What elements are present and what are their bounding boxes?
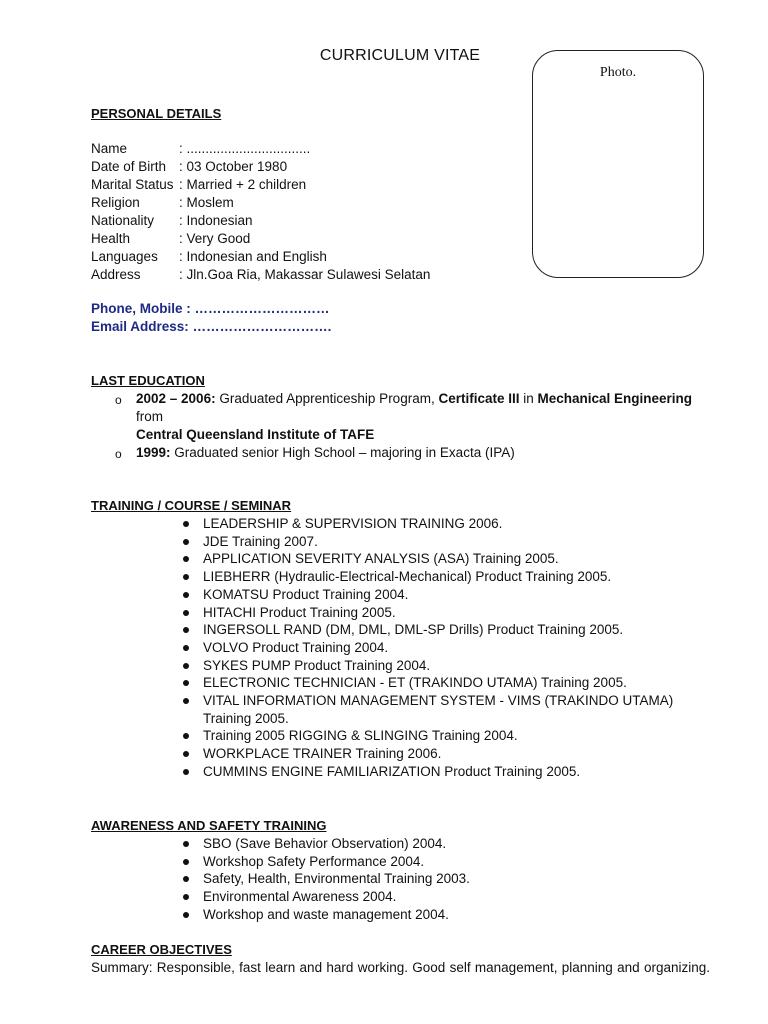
education-field: Mechanical Engineering (537, 391, 693, 406)
list-item: JDE Training 2007. (180, 533, 703, 551)
list-item: Workshop Safety Performance 2004. (180, 853, 703, 871)
list-item: WORKPLACE TRAINER Training 2006. (180, 745, 703, 763)
detail-row-address (91, 266, 430, 284)
detail-label: Name (91, 141, 128, 156)
detail-label: Marital Status (91, 177, 174, 192)
detail-value: : Moslem (179, 195, 234, 210)
education-description: Graduated senior High School – majoring in Exacta (IPA) (170, 445, 515, 460)
personal-details-heading: PERSONAL DETAILS (91, 106, 222, 121)
detail-row-name (91, 140, 310, 158)
detail-row-health (91, 230, 250, 248)
hollow-bullet-icon: o (115, 393, 122, 407)
detail-value: : Very Good (179, 231, 251, 246)
list-item: LEADERSHIP & SUPERVISION TRAINING 2006. (180, 515, 703, 533)
education-institution: Central Queensland Institute of TAFE (136, 427, 375, 442)
list-item: Environmental Awareness 2004. (180, 888, 703, 906)
education-description: Graduated Apprenticeship Program, (215, 391, 439, 406)
career-objectives-heading: CAREER OBJECTIVES (91, 942, 232, 957)
email-row (91, 319, 331, 334)
detail-value: : 03 October 1980 (179, 159, 288, 174)
phone-row (91, 301, 330, 316)
detail-row-languages (91, 248, 327, 266)
photo-placeholder (532, 50, 704, 278)
email-value: …………………………. (192, 319, 332, 334)
training-list (180, 515, 703, 781)
list-item: KOMATSU Product Training 2004. (180, 586, 703, 604)
email-label: Email Address: (91, 319, 189, 334)
education-years: 1999: (136, 445, 171, 460)
education-certificate: Certificate III (438, 391, 520, 406)
detail-value: : ................................. (179, 141, 311, 156)
detail-row-date-of-birth (91, 158, 287, 176)
awareness-list (180, 835, 703, 924)
education-entry (136, 390, 696, 444)
list-item: VITAL INFORMATION MANAGEMENT SYSTEM - VIMS (TRAKINDO UTAMA) Training 2005. (180, 692, 703, 727)
list-item: HITACHI Product Training 2005. (180, 604, 703, 622)
list-item: Training 2005 RIGGING & SLINGING Training 2004. (180, 727, 703, 745)
list-item: Safety, Health, Environmental Training 2003. (180, 870, 703, 888)
detail-label: Health (91, 231, 131, 246)
photo-label: Photo. (599, 65, 637, 80)
phone-label: Phone, Mobile : (91, 301, 191, 316)
list-item: CUMMINS ENGINE FAMILIARIZATION Product Training 2005. (180, 763, 703, 781)
detail-value: : Jln.Goa Ria, Makassar Sulawesi Selatan (179, 267, 431, 282)
detail-label: Address (91, 267, 141, 282)
career-summary: Summary: Responsible, fast learn and hard working. Good self management, planning and organizing. (91, 960, 710, 975)
education-connector: from (136, 409, 163, 424)
detail-label: Date of Birth (91, 159, 167, 174)
list-item: LIEBHERR (Hydraulic-Electrical-Mechanical) Product Training 2005. (180, 568, 703, 586)
list-item: SYKES PUMP Product Training 2004. (180, 657, 703, 675)
detail-value: : Indonesian and English (179, 249, 327, 264)
detail-row-nationality (91, 212, 253, 230)
training-heading: TRAINING / COURSE / SEMINAR (91, 498, 292, 513)
list-item: Workshop and waste management 2004. (180, 906, 703, 924)
list-item: VOLVO Product Training 2004. (180, 639, 703, 657)
list-item: SBO (Save Behavior Observation) 2004. (180, 835, 703, 853)
list-item: APPLICATION SEVERITY ANALYSIS (ASA) Training 2005. (180, 550, 703, 568)
detail-value: : Married + 2 children (179, 177, 307, 192)
detail-row-religion (91, 194, 234, 212)
education-connector: in (519, 391, 538, 406)
awareness-safety-heading: AWARENESS AND SAFETY TRAINING (91, 818, 327, 833)
list-item: INGERSOLL RAND (DM, DML, DML-SP Drills) Product Training 2005. (180, 621, 703, 639)
last-education-heading: LAST EDUCATION (91, 373, 205, 388)
detail-label: Religion (91, 195, 140, 210)
document-title: CURRICULUM VITAE (319, 47, 481, 64)
detail-label: Languages (91, 249, 158, 264)
detail-value: : Indonesian (179, 213, 253, 228)
detail-label: Nationality (91, 213, 155, 228)
education-years: 2002 – 2006: (136, 391, 216, 406)
education-entry (136, 444, 696, 462)
hollow-bullet-icon: o (115, 447, 122, 461)
phone-value: ………………………… (194, 301, 330, 316)
list-item: ELECTRONIC TECHNICIAN - ET (TRAKINDO UTAMA) Training 2005. (180, 674, 703, 692)
detail-row-marital-status (91, 176, 306, 194)
